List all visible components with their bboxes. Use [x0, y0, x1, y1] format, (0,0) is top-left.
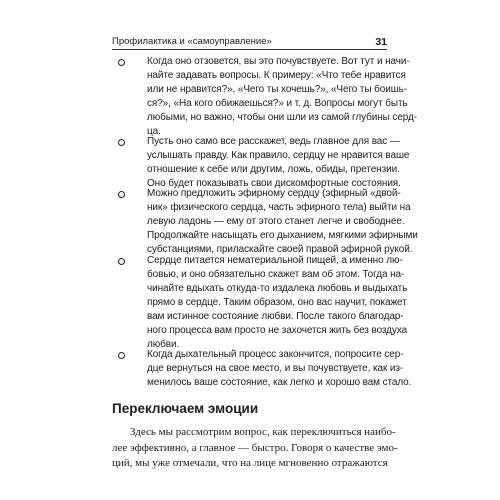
bullet-icon — [118, 352, 125, 359]
list-item-line: Оно будет показывать свои дискомфортные состояния. — [147, 178, 401, 189]
list-item-line: ного процесса вам просто не захочется жить без воздуха — [147, 325, 408, 336]
bullet-icon — [118, 258, 125, 265]
list-item-line: ца. — [147, 126, 161, 137]
header-rule — [112, 49, 387, 50]
list-item-line: вам истинное состояние любви. После такого благодар- — [147, 311, 404, 322]
list-item-line: бовью, и оно обязательно скажет вам об этом. Тогда на- — [147, 269, 405, 280]
list-item-line: чинайте вдыхать откуда-то издалека любовь и выдыхать — [147, 283, 408, 294]
running-header — [112, 36, 387, 48]
list-item-line: любви. — [147, 339, 180, 350]
list-item-line: ник» физического сердца, часть эфирного тела) выйти на — [147, 202, 411, 213]
bullet-icon — [118, 139, 125, 146]
list-item-line: ся?», «На кого обижаешься?» и т. д. Вопросы могут быть — [147, 98, 408, 109]
list-item-line: прямо в сердце. Таким образом, оно вас научит, покажет — [147, 297, 407, 308]
list-item — [118, 187, 418, 257]
list-item-line: или не нравится?», «Чего ты хочешь?», «Чего ты боишь- — [147, 84, 408, 95]
list-item-line: Можно предложить эфирному сердцу (эфирный «двой- — [147, 188, 401, 199]
list-item-line: менилось ваше состояние, как легко и хорошо вам стало. — [147, 377, 412, 388]
list-item-line: Пусть оно само все расскажет, ведь главное для вас — — [147, 136, 400, 147]
list-item-line: Сердце питается нематериальной пищей, а именно лю- — [147, 255, 403, 266]
body-line: ций, мы уже отмечали, что на лице мгновенно отражаются — [112, 457, 388, 469]
list-item-line: отношение к себе или другим, ложь, обиды, претензии. — [147, 164, 400, 175]
running-title: Профилактика и «самоуправление» — [112, 36, 272, 47]
list-item-line: найте задавать вопросы. К примеру: «Что тебе нравится — [147, 70, 406, 81]
body-line: лее эффективно, а главное — быстро. Говоря о качестве эмо- — [112, 441, 398, 454]
list-item-line: услышать правду. Как правило, сердцу не нравится ваше — [147, 150, 410, 161]
bullet-icon — [118, 191, 125, 198]
page-number: 31 — [375, 36, 387, 48]
list-item-line: Когда дыхательный процесс закончится, попросите сер- — [147, 349, 404, 360]
body-paragraph — [112, 425, 398, 472]
body-line: Здесь мы рассмотрим вопрос, как переключиться наибо- — [130, 426, 396, 438]
list-item — [118, 55, 417, 139]
section-heading: Переключаем эмоции — [112, 401, 259, 416]
list-item-line: Когда оно отзовется, вы это почувствуете. Вот тут и начи- — [147, 56, 410, 67]
list-item — [118, 348, 412, 390]
bullet-icon — [118, 59, 125, 66]
list-item-line: Продолжайте насыщать его дыханием, мягкими эфирными — [147, 230, 418, 241]
list-item — [118, 254, 408, 352]
list-item — [118, 135, 410, 191]
list-item-line: любыми, но важно, чтобы они шли из самой глубины серд- — [147, 112, 417, 123]
list-item-line: субстанциями, прилаcкайте своей правой эфирной рукой. — [147, 244, 413, 255]
list-item-line: левую ладонь — ему от этого станет легче и свободнее. — [147, 216, 405, 227]
list-item-line: дце вернуться на свое место, и вы почувствуете, как из- — [147, 363, 404, 374]
